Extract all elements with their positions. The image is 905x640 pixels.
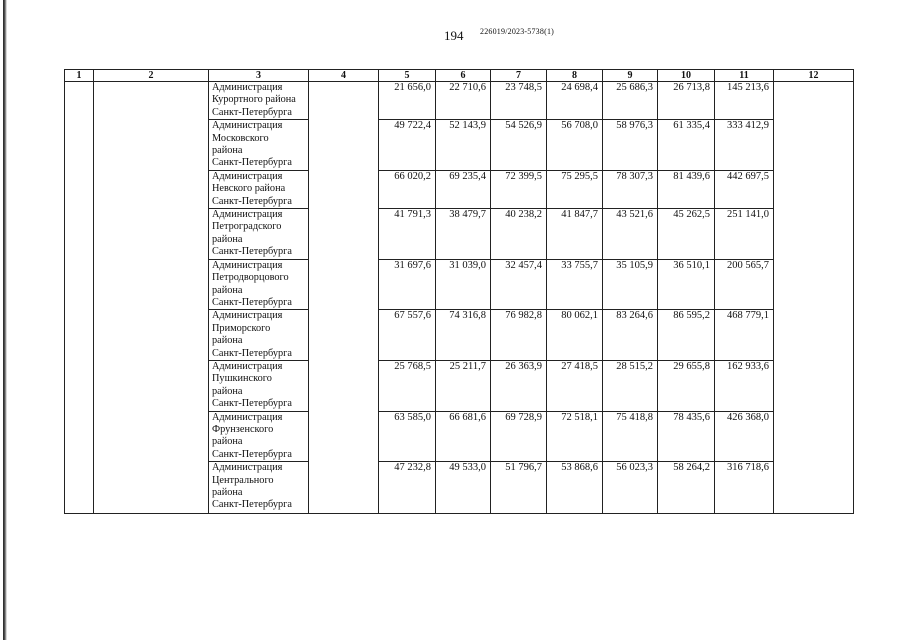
org-name-line: Санкт-Петербурга (212, 347, 292, 359)
value-cell (379, 360, 436, 411)
value: 251 141,0 (727, 209, 769, 221)
org-name-line: Администрация (212, 120, 283, 132)
value: 32 457,4 (505, 259, 542, 271)
value-cell (547, 170, 603, 208)
org-name-line: Петродворцового (212, 272, 289, 284)
value: 200 565,7 (727, 259, 769, 271)
value-cell (491, 82, 547, 120)
org-name-line: Пушкинского (212, 373, 272, 385)
value: 78 435,6 (673, 411, 710, 423)
org-name-line: Приморского (212, 322, 271, 334)
value-cell (715, 170, 774, 208)
value-cell (603, 411, 658, 462)
org-name-line: Курортного района (212, 94, 296, 106)
value-cell (658, 462, 715, 514)
value: 49 722,4 (394, 120, 431, 132)
value: 72 518,1 (561, 411, 598, 423)
value: 66 681,6 (449, 411, 486, 423)
value-cell (715, 82, 774, 120)
value: 21 656,0 (394, 82, 431, 93)
org-name-line: района (212, 487, 243, 498)
value: 86 595,2 (673, 310, 710, 322)
value-cell (603, 209, 658, 260)
org-name-cell (209, 209, 309, 260)
value-cell (436, 411, 491, 462)
value: 78 307,3 (616, 170, 653, 182)
value: 24 698,4 (561, 82, 598, 93)
value: 51 796,7 (505, 462, 542, 474)
value: 25 768,5 (394, 360, 431, 372)
column-header: 2 (94, 70, 209, 82)
value: 49 533,0 (449, 462, 486, 474)
value-cell (436, 82, 491, 120)
value-cell (436, 170, 491, 208)
org-name-line: Петроградского (212, 221, 282, 233)
page-number: 194 (444, 28, 464, 43)
org-name-line: района (212, 335, 243, 347)
value-cell (658, 209, 715, 260)
value-cell (715, 462, 774, 514)
value-cell (379, 462, 436, 514)
column-2-cell (94, 82, 209, 514)
value-cell (658, 82, 715, 120)
value-cell (715, 360, 774, 411)
org-name-line: Санкт-Петербурга (212, 195, 292, 207)
org-name-cell (209, 462, 309, 514)
value: 58 976,3 (616, 120, 653, 132)
org-name-line: Московского (212, 132, 269, 144)
value-cell (547, 209, 603, 260)
value-cell (715, 120, 774, 171)
value: 426 368,0 (727, 411, 769, 423)
org-name-cell (209, 170, 309, 208)
org-name-line: Санкт-Петербурга (212, 106, 292, 118)
org-name-line: Санкт-Петербурга (212, 398, 292, 410)
org-name-line: района (212, 385, 243, 397)
value-cell (547, 360, 603, 411)
column-header: 12 (774, 70, 854, 82)
value: 61 335,4 (673, 120, 710, 132)
value-cell (715, 209, 774, 260)
column-header: 7 (491, 70, 547, 82)
org-name-line: Санкт-Петербурга (212, 246, 292, 258)
value: 74 316,8 (449, 310, 486, 322)
table-header-row (65, 70, 854, 82)
column-4-cell (309, 82, 379, 514)
value-cell (603, 170, 658, 208)
value: 41 791,3 (394, 209, 431, 221)
value-cell (491, 170, 547, 208)
value-cell (379, 170, 436, 208)
value: 58 264,2 (673, 462, 710, 474)
value-cell (379, 209, 436, 260)
value: 31 039,0 (449, 259, 486, 271)
column-header: 5 (379, 70, 436, 82)
value: 72 399,5 (505, 170, 542, 182)
org-name-cell (209, 411, 309, 462)
value-cell (491, 360, 547, 411)
value: 56 708,0 (561, 120, 598, 132)
value: 162 933,6 (727, 360, 769, 372)
org-name-line: Администрация (212, 462, 283, 474)
value: 31 697,6 (394, 259, 431, 271)
column-header: 8 (547, 70, 603, 82)
value: 41 847,7 (561, 209, 598, 221)
column-header: 10 (658, 70, 715, 82)
value-cell (658, 310, 715, 361)
value: 22 710,6 (449, 82, 486, 93)
column-header: 3 (209, 70, 309, 82)
column-12-cell (774, 82, 854, 514)
value-cell (715, 310, 774, 361)
value: 76 982,8 (505, 310, 542, 322)
value-cell (603, 310, 658, 361)
value-cell (379, 82, 436, 120)
org-name-line: Администрация (212, 360, 283, 372)
value: 53 868,6 (561, 462, 598, 474)
data-table (64, 69, 854, 514)
value-cell (436, 209, 491, 260)
value: 33 755,7 (561, 259, 598, 271)
value: 25 211,7 (449, 360, 486, 372)
value: 442 697,5 (727, 170, 769, 182)
org-name-cell (209, 259, 309, 310)
value-cell (436, 259, 491, 310)
org-name-line: Санкт-Петербурга (212, 499, 292, 511)
value: 468 779,1 (727, 310, 769, 322)
org-name-line: Администрация (212, 411, 283, 423)
value-cell (603, 259, 658, 310)
value: 52 143,9 (449, 120, 486, 132)
value: 45 262,5 (673, 209, 710, 221)
value-cell (491, 411, 547, 462)
value: 56 023,3 (616, 462, 653, 474)
value-cell (547, 259, 603, 310)
org-name-line: района (212, 233, 243, 245)
value: 67 557,6 (394, 310, 431, 322)
value: 23 748,5 (505, 82, 542, 93)
value: 43 521,6 (616, 209, 653, 221)
value-cell (491, 120, 547, 171)
value: 47 232,8 (394, 462, 431, 474)
org-name-cell (209, 360, 309, 411)
value: 80 062,1 (561, 310, 598, 322)
value-cell (547, 82, 603, 120)
value-cell (379, 411, 436, 462)
org-name-line: Фрунзенского (212, 423, 274, 435)
value-cell (715, 411, 774, 462)
org-name-line: Санкт-Петербурга (212, 296, 292, 308)
value: 25 686,3 (616, 82, 653, 93)
value-cell (658, 170, 715, 208)
org-name-line: района (212, 436, 243, 448)
value-cell (379, 120, 436, 171)
value-cell (603, 120, 658, 171)
value: 40 238,2 (505, 209, 542, 221)
value-cell (379, 259, 436, 310)
value-cell (379, 310, 436, 361)
value: 35 105,9 (616, 259, 653, 271)
org-name-cell (209, 120, 309, 171)
value-cell (658, 120, 715, 171)
value: 66 020,2 (394, 170, 431, 182)
scan-left-edge (3, 0, 7, 640)
value: 38 479,7 (449, 209, 486, 221)
column-header: 9 (603, 70, 658, 82)
value-cell (547, 411, 603, 462)
value: 333 412,9 (727, 120, 769, 132)
page-header (0, 26, 905, 46)
value-cell (436, 310, 491, 361)
column-header: 4 (309, 70, 379, 82)
value-cell (715, 259, 774, 310)
org-name-cell (209, 310, 309, 361)
value-cell (658, 259, 715, 310)
value-cell (658, 411, 715, 462)
value: 75 418,8 (616, 411, 653, 423)
org-name-cell (209, 82, 309, 120)
value-cell (658, 360, 715, 411)
value-cell (436, 120, 491, 171)
value: 28 515,2 (616, 360, 653, 372)
value: 75 295,5 (561, 170, 598, 182)
value-cell (491, 259, 547, 310)
value: 54 526,9 (505, 120, 542, 132)
value: 26 363,9 (505, 360, 542, 372)
value-cell (603, 462, 658, 514)
value-cell (491, 310, 547, 361)
value: 316 718,6 (727, 462, 769, 474)
org-name-line: Администрация (212, 82, 283, 93)
column-header: 1 (65, 70, 94, 82)
org-name-line: Центрального (212, 474, 274, 486)
value-cell (491, 462, 547, 514)
value-cell (547, 462, 603, 514)
org-name-line: Администрация (212, 259, 283, 271)
value: 27 418,5 (561, 360, 598, 372)
org-name-line: Администрация (212, 310, 283, 322)
org-name-line: Санкт-Петербурга (212, 157, 292, 169)
value-cell (547, 120, 603, 171)
value: 81 439,6 (673, 170, 710, 182)
org-name-line: района (212, 284, 243, 296)
column-header: 6 (436, 70, 491, 82)
org-name-line: Невского района (212, 183, 286, 195)
value: 63 585,0 (394, 411, 431, 423)
value-cell (547, 310, 603, 361)
value-cell (436, 360, 491, 411)
value-cell (603, 360, 658, 411)
org-name-line: Администрация (212, 209, 283, 221)
table-row (65, 82, 854, 120)
value: 26 713,8 (673, 82, 710, 93)
org-name-line: Санкт-Петербурга (212, 448, 292, 460)
value: 145 213,6 (727, 82, 769, 93)
value: 69 235,4 (449, 170, 486, 182)
value: 36 510,1 (673, 259, 710, 271)
value: 69 728,9 (505, 411, 542, 423)
value: 29 655,8 (673, 360, 710, 372)
org-name-line: района (212, 145, 243, 157)
document-reference: 226019/2023-5738(1) (480, 27, 555, 36)
column-1-cell (65, 82, 94, 514)
value: 83 264,6 (616, 310, 653, 322)
column-header: 11 (715, 70, 774, 82)
value-cell (436, 462, 491, 514)
value-cell (603, 82, 658, 120)
org-name-line: Администрация (212, 170, 283, 182)
value-cell (491, 209, 547, 260)
